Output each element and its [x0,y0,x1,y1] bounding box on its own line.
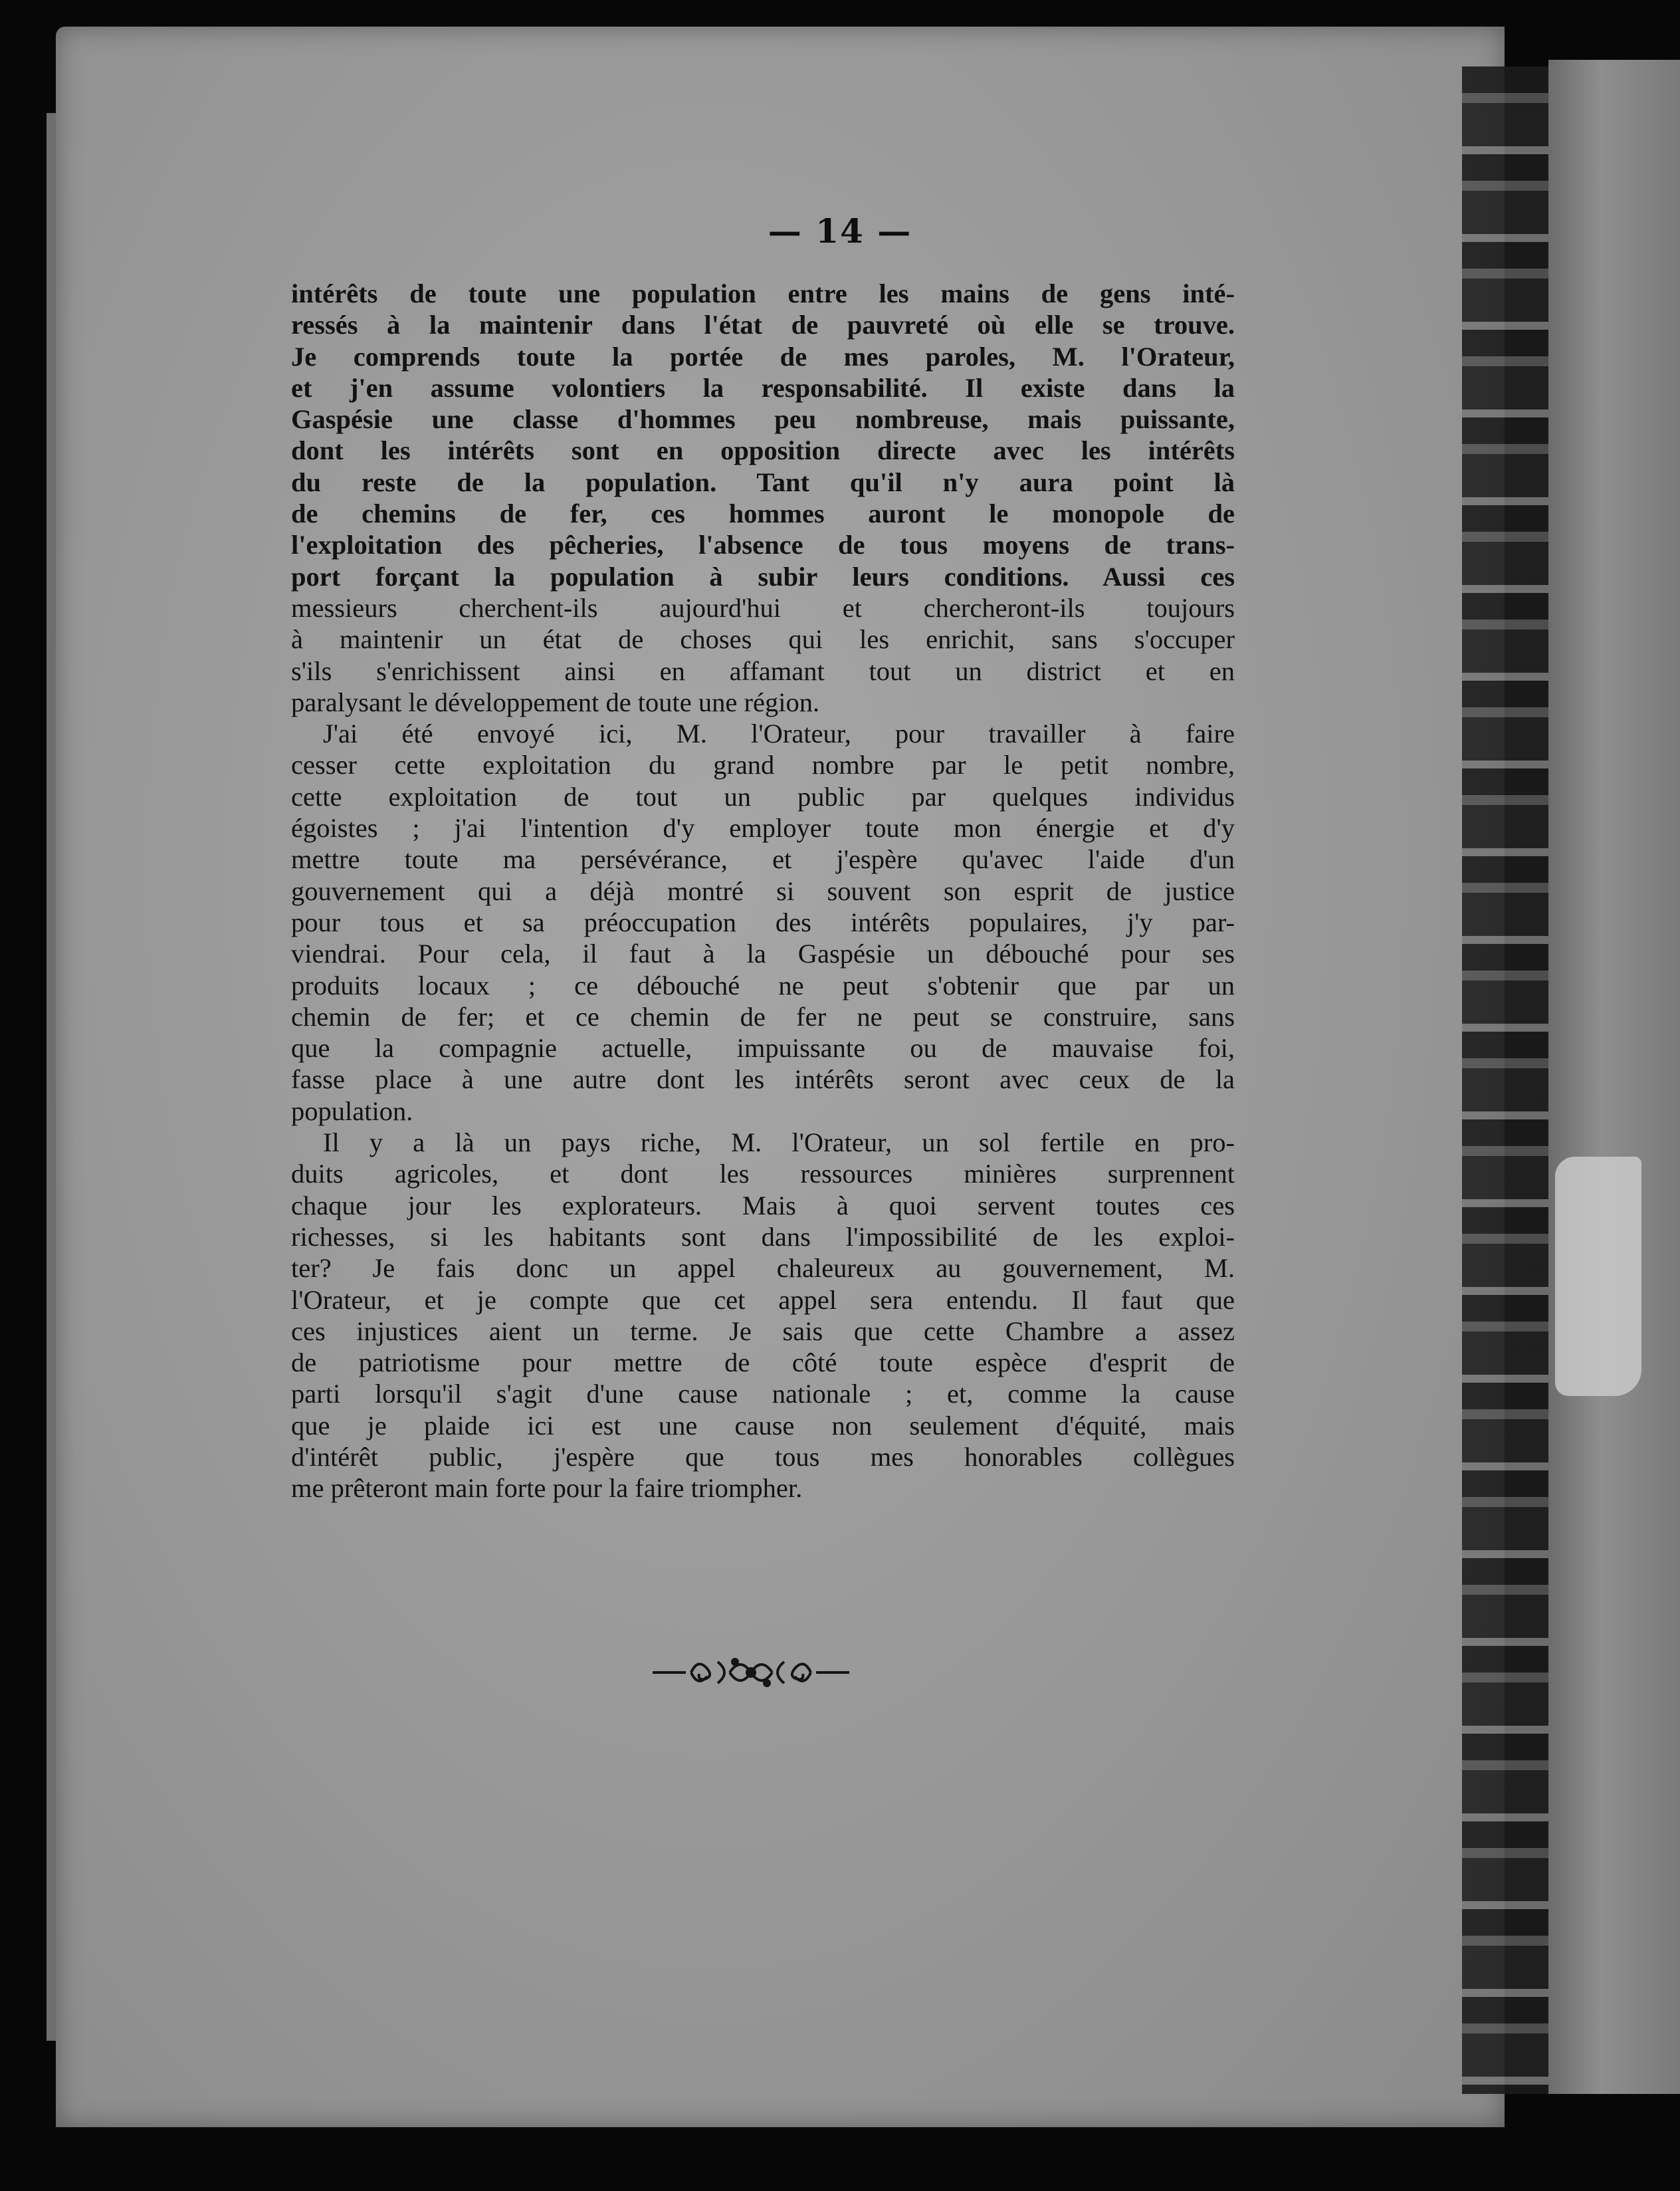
torn-paper-strip [1555,1157,1641,1396]
text-line: que la compagnie actuelle, impuissante ou de mauvaise foi, [291,1033,1235,1064]
page-number: — 14 — [768,211,912,251]
text-line: cesser cette exploitation du grand nombre par le petit nombre, [291,750,1235,780]
text-line: gouvernement qui a déjà montré si souvent son esprit de justice [291,875,1235,906]
text-line: dont les intérêts sont en opposition directe avec les intérêts [291,435,1235,466]
text-line: duits agricoles, et dont les ressources minières surprennent [291,1159,1235,1189]
text-line: richesses, si les habitants sont dans l'impossibilité de les exploi- [291,1221,1235,1252]
text-line: ter? Je fais donc un appel chaleureux au gouvernement, M. [291,1253,1235,1284]
text-line: messieurs cherchent-ils aujourd'hui et chercheront-ils toujours [291,592,1235,623]
text-line: que je plaide ici est une cause non seulement d'équité, mais [291,1410,1235,1441]
text-line: l'exploitation des pêcheries, l'absence de tous moyens de trans- [291,530,1235,560]
text-line: Je comprends toute la portée de mes paroles, M. l'Orateur, [291,341,1235,372]
text-line: égoistes ; j'ai l'intention d'y employer toute mon énergie et d'y [291,813,1235,844]
text-line: du reste de la population. Tant qu'il n'y aura point là [291,467,1235,497]
text-line: port forçant la population à subir leurs conditions. Aussi ces [291,561,1235,592]
text-line: Il y a là un pays riche, M. l'Orateur, un sol fertile en pro- [323,1127,1235,1158]
text-line: Gaspésie une classe d'hommes peu nombreuse, mais puissante, [291,404,1235,435]
text-line: parti lorsqu'il s'agit d'une cause nationale ; et, comme la cause [291,1379,1235,1409]
adjacent-page [1548,60,1680,2094]
text-line: s'ils s'enrichissent ainsi en affamant tout un district et en [291,655,1235,686]
text-line: me prêteront main forte pour la faire triompher. [291,1473,803,1504]
torn-binding-edge [1462,66,1548,2094]
text-line: pour tous et sa préoccupation des intérêts populaires, j'y par- [291,907,1235,937]
text-line: d'intérêt public, j'espère que tous mes honorables collègues [291,1441,1235,1472]
text-line: viendrai. Pour cela, il faut à la Gaspésie un débouché pour ses [291,939,1235,969]
text-line: paralysant le développement de toute une région. [291,687,820,717]
text-line: de patriotisme pour mettre de côté toute espèce d'esprit de [291,1347,1235,1378]
text-line: fasse place à une autre dont les intérêts seront avec ceux de la [291,1064,1235,1095]
text-line: ressés à la maintenir dans l'état de pauvreté où elle se trouve. [291,310,1235,340]
text-line: mettre toute ma persévérance, et j'espère qu'avec l'aide d'un [291,844,1235,875]
text-line: l'Orateur, et je compte que cet appel sera entendu. Il faut que [291,1284,1235,1315]
text-line: et j'en assume volontiers la responsabilité. Il existe dans la [291,372,1235,403]
text-line: population. [291,1096,413,1126]
text-line: chaque jour les explorateurs. Mais à quoi servent toutes ces [291,1190,1235,1220]
text-line: à maintenir un état de choses qui les enrichit, sans s'occuper [291,624,1235,655]
text-line: cette exploitation de tout un public par quelques individus [291,781,1235,812]
ornament-divider-icon [651,1653,851,1692]
text-line: de chemins de fer, ces hommes auront le monopole de [291,499,1235,529]
text-line: chemin de fer; et ce chemin de fer ne peut se construire, sans [291,1001,1235,1032]
text-line: J'ai été envoyé ici, M. l'Orateur, pour travailler à faire [323,719,1235,749]
body-text [291,278,1235,1504]
text-line: produits locaux ; ce débouché ne peut s'obtenir que par un [291,970,1235,1000]
text-line: ces injustices aient un terme. Je sais que cette Chambre a assez [291,1316,1235,1346]
text-line: intérêts de toute une population entre les mains de gens inté- [291,279,1235,308]
